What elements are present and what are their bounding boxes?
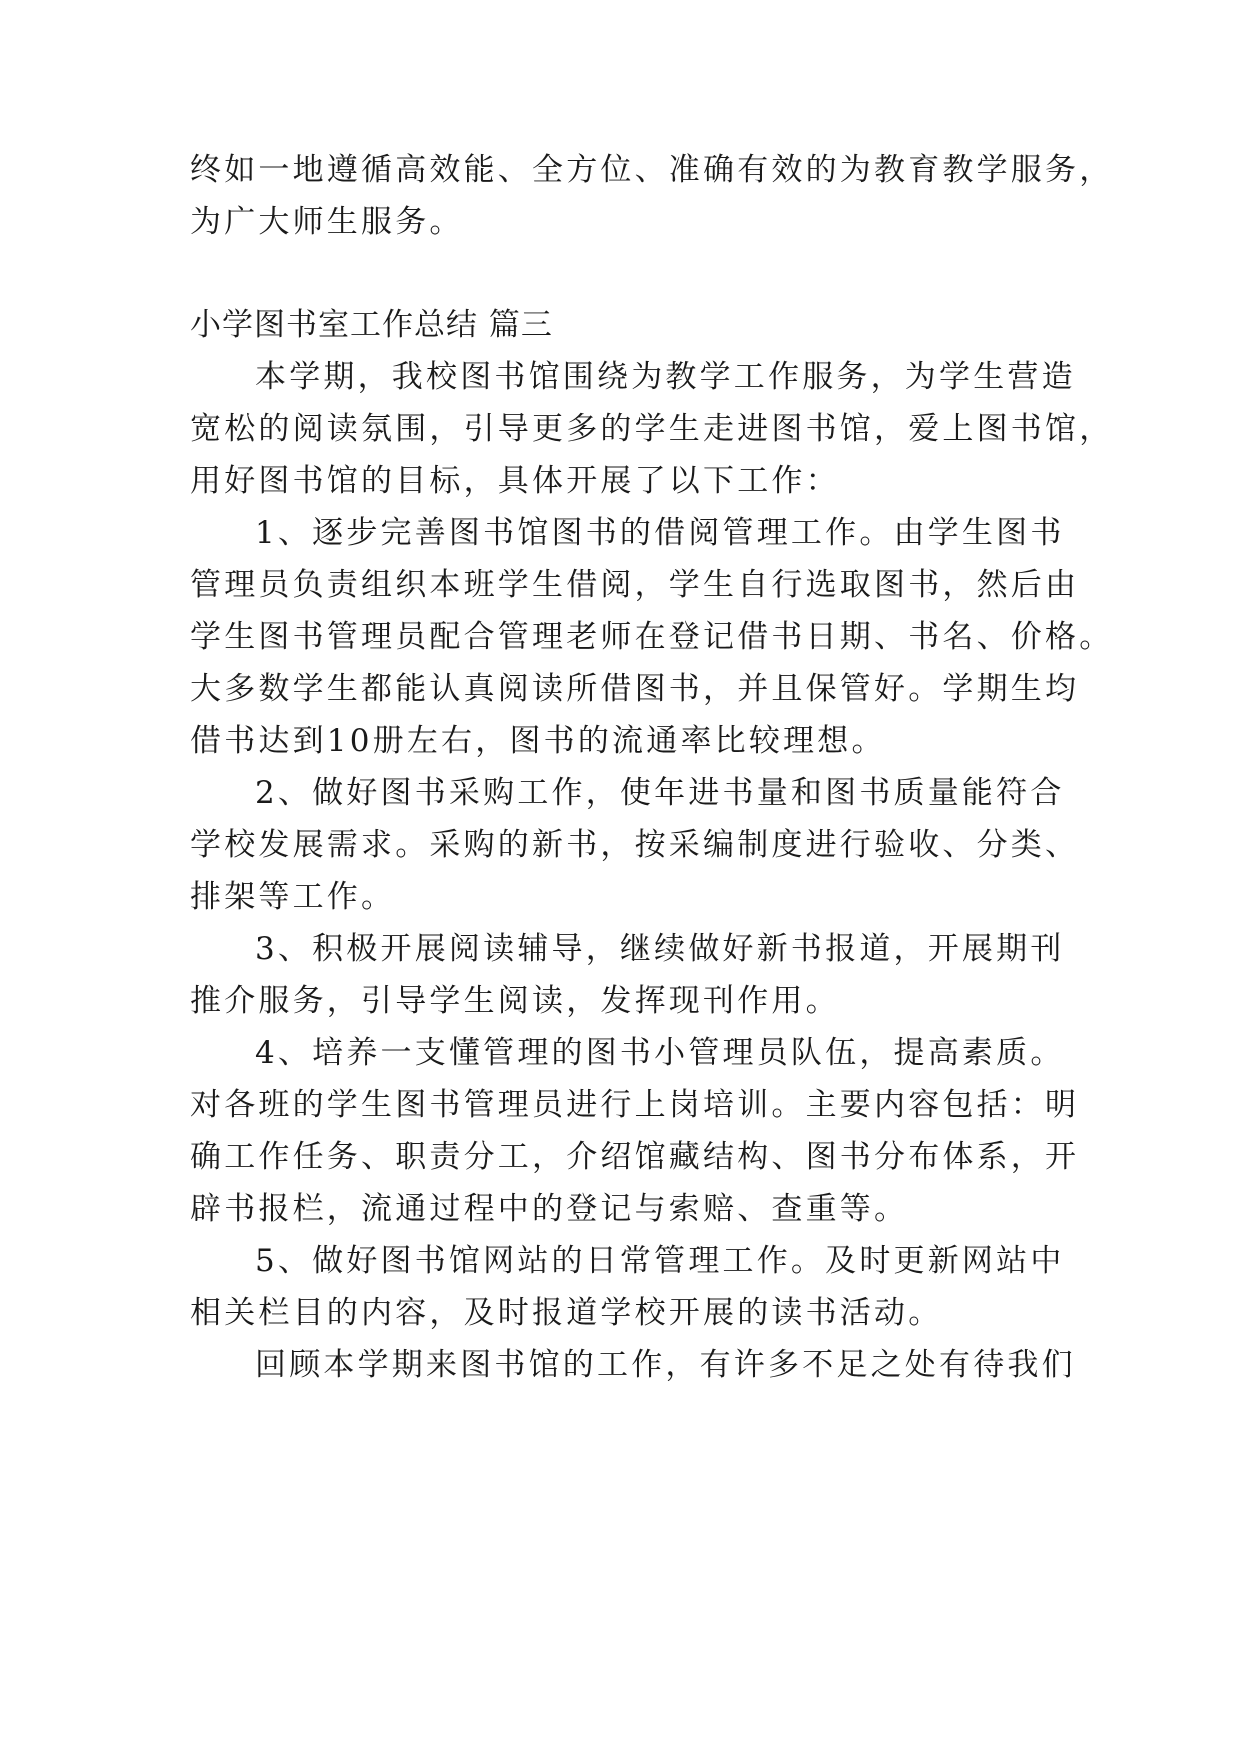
paragraph-line: 辟书报栏，流通过程中的登记与索赔、查重等。 <box>190 1191 909 1227</box>
paragraph-line: 宽松的阅读氛围，引导更多的学生走进图书馆，爱上图书馆， <box>190 411 1114 447</box>
paragraph-line: 用好图书馆的目标，具体开展了以下工作： <box>190 463 840 499</box>
paragraph-line: 1、逐步完善图书馆图书的借阅管理工作。由学生图书 <box>255 515 1065 551</box>
paragraph-line: 排架等工作。 <box>190 879 396 915</box>
paragraph-line: 相关栏目的内容，及时报道学校开展的读书活动。 <box>190 1295 943 1331</box>
paragraph-line: 学校发展需求。采购的新书，按采编制度进行验收、分类、 <box>190 827 1080 863</box>
paragraph-line: 5、做好图书馆网站的日常管理工作。及时更新网站中 <box>255 1243 1065 1279</box>
paragraph-line: 本学期，我校图书馆围绕为教学工作服务，为学生营造 <box>255 359 1076 395</box>
paragraph-line: 4、培养一支懂管理的图书小管理员队伍，提高素质。 <box>255 1035 1065 1071</box>
paragraph-line: 对各班的学生图书管理员进行上岗培训。主要内容包括：明 <box>190 1087 1080 1123</box>
paragraph-line: 3、积极开展阅读辅导，继续做好新书报道，开展期刊 <box>255 931 1065 967</box>
paragraph-line: 大多数学生都能认真阅读所借图书，并且保管好。学期生均 <box>190 671 1080 707</box>
paragraph-line: 2、做好图书采购工作，使年进书量和图书质量能符合 <box>255 775 1065 811</box>
paragraph-line: 确工作任务、职责分工，介绍馆藏结构、图书分布体系，开 <box>190 1139 1080 1175</box>
paragraph-line: 推介服务，引导学生阅读，发挥现刊作用。 <box>190 983 840 1019</box>
paragraph-line: 回顾本学期来图书馆的工作，有许多不足之处有待我们 <box>255 1347 1076 1383</box>
intro-line-2: 为广大师生服务。 <box>190 204 464 240</box>
section-title: 小学图书室工作总结 篇三 <box>190 307 553 343</box>
paragraph-line: 学生图书管理员配合管理老师在登记借书日期、书名、价格。 <box>190 619 1114 655</box>
paragraph-line: 管理员负责组织本班学生借阅，学生自行选取图书，然后由 <box>190 567 1080 603</box>
paragraph-line: 借书达到10册左右，图书的流通率比较理想。 <box>190 723 886 759</box>
intro-line-1: 终如一地遵循高效能、全方位、准确有效的为教育教学服务， <box>190 152 1114 188</box>
